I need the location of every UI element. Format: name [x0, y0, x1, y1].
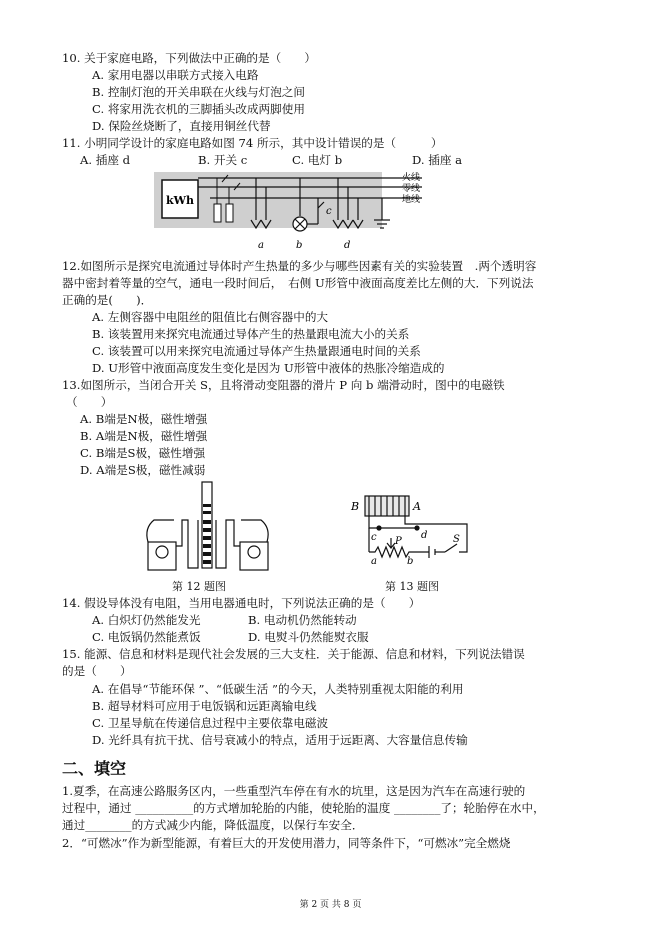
q12-apparatus-figure	[140, 480, 275, 576]
live-wire-label: 火线	[402, 173, 421, 183]
label-P: P	[395, 536, 402, 547]
q10-option-b: B. 控制灯泡的开关串联在火线与灯泡之间	[92, 85, 305, 99]
q13-stem-line-1: 13.如图所示，当闭合开关 S，且将滑动变阻器的滑片 P 向 b 端滑动时，图中的电磁铁	[62, 378, 505, 392]
q10-stem: 10. 关于家庭电路，下列做法中正确的是（ ）	[62, 51, 316, 65]
q14-option-d: D. 电熨斗仍然能熨衣服	[248, 630, 369, 644]
section-title: 二、填空	[62, 759, 127, 778]
label-a: a	[371, 556, 377, 567]
page-footer: 第 2 页 共 8 页	[299, 900, 362, 910]
label-B: B	[351, 500, 360, 513]
fill-blank-line-4: 2．“可燃冰”作为新型能源，有着巨大的开发使用潜力，同等条件下，“可燃冰”完全燃烧	[62, 836, 511, 850]
q12-option-b: B. 该装置用来探究电流通过导体产生的热量跟电流大小的关系	[92, 327, 410, 341]
point-label-b: b	[296, 240, 303, 251]
q13-electromagnet-figure	[345, 490, 475, 574]
point-label-d: d	[344, 240, 351, 251]
q10-option-c: C. 将家用洗衣机的三脚插头改成两脚使用	[92, 102, 305, 116]
fill-blank-line-2: 过程中，通过 __________的方式增加轮胎的内能，使轮胎的温度 ________了；轮胎停在水中，	[62, 801, 545, 815]
point-label-a: a	[258, 240, 264, 251]
kwh-meter-label: kWh	[166, 194, 194, 207]
q12-option-d: D. U形管中液面高度发生变化是因为 U形管中液体的热胀冷缩造成的	[92, 361, 445, 375]
q13-option-a: A. B端是N极，磁性增强	[80, 412, 208, 426]
q12-stem-line-1: 12.如图所示是探究电流通过导体时产生热量的多少与哪些因素有关的实验装置 .两个透明容	[62, 259, 537, 273]
q13-option-b: B. A端是N极，磁性增强	[80, 429, 208, 443]
q10-option-a: A. 家用电器以串联方式接入电路	[92, 68, 259, 82]
label-d: d	[421, 530, 428, 541]
ground-wire-label: 地线	[402, 195, 421, 205]
q14-option-b: B. 电动机仍然能转动	[248, 613, 357, 627]
q13-option-d: D. A端是S极，磁性减弱	[80, 463, 206, 477]
label-A: A	[413, 500, 421, 513]
q11-option-a: A. 插座 d	[80, 153, 131, 167]
label-c: c	[371, 532, 377, 543]
q13-figure-caption: 第 13 题图	[385, 580, 439, 593]
q10-option-d: D. 保险丝烧断了，直接用铜丝代替	[92, 119, 271, 133]
q12-stem-line-3: 正确的是( )．	[62, 293, 153, 307]
q14-option-a: A. 白炽灯仍然能发光	[92, 613, 201, 627]
fill-blank-line-3: 通过________的方式减少内能，降低温度，以保行车安全．	[62, 818, 364, 832]
label-S: S	[453, 534, 460, 545]
q12-stem-line-2: 器中密封着等量的空气，通电一段时间后， 右侧 U形管中液面高度差比左侧的大．下列说法	[62, 276, 534, 290]
q15-option-c: C. 卫星导航在传递信息过程中主要依靠电磁波	[92, 716, 329, 730]
q15-stem-line-1: 15. 能源、信息和材料是现代社会发展的三大支柱．关于能源、信息和材料，下列说法错误	[62, 647, 525, 661]
q11-circuit-figure	[150, 170, 440, 254]
q11-option-b: B. 开关 c	[198, 153, 248, 167]
q11-option-c: C. 电灯 b	[292, 153, 343, 167]
q15-option-a: A. 在倡导“节能环保 ”、“低碳生活 ”的今天，人类特别重视太阳能的利用	[92, 682, 464, 696]
q15-option-b: B. 超导材料可应用于电饭锅和远距离输电线	[92, 699, 317, 713]
q12-option-a: A. 左侧容器中电阻丝的阻值比右侧容器中的大	[92, 310, 329, 324]
q12-option-c: C. 该装置可以用来探究电流通过导体产生热量跟通电时间的关系	[92, 344, 421, 358]
q12-figure-caption: 第 12 题图	[172, 580, 226, 593]
point-label-c: c	[326, 206, 332, 217]
q11-stem: 11. 小明同学设计的家庭电路如图 74 所示，其中设计错误的是（ ）	[62, 136, 443, 150]
q13-option-c: C. B端是S极，磁性增强	[80, 446, 206, 460]
label-b: b	[407, 556, 414, 567]
q13-stem-line-2: （ ）	[66, 395, 113, 409]
q15-option-d: D. 光纤具有抗干扰、信号衰减小的特点，适用于远距离、大容量信息传输	[92, 733, 468, 747]
q11-option-d: D. 插座 a	[412, 153, 463, 167]
neutral-wire-label: 零线	[402, 184, 421, 194]
q14-option-c: C. 电饭锅仍然能煮饭	[92, 630, 201, 644]
q15-stem-line-2: 的是（ ）	[62, 664, 132, 678]
q14-stem: 14. 假设导体没有电阻，当用电器通电时，下列说法正确的是（ ）	[62, 596, 421, 610]
fill-blank-line-1: 1.夏季，在高速公路服务区内，一些重型汽车停在有水的坑里，这是因为汽车在高速行驶的	[62, 784, 526, 798]
